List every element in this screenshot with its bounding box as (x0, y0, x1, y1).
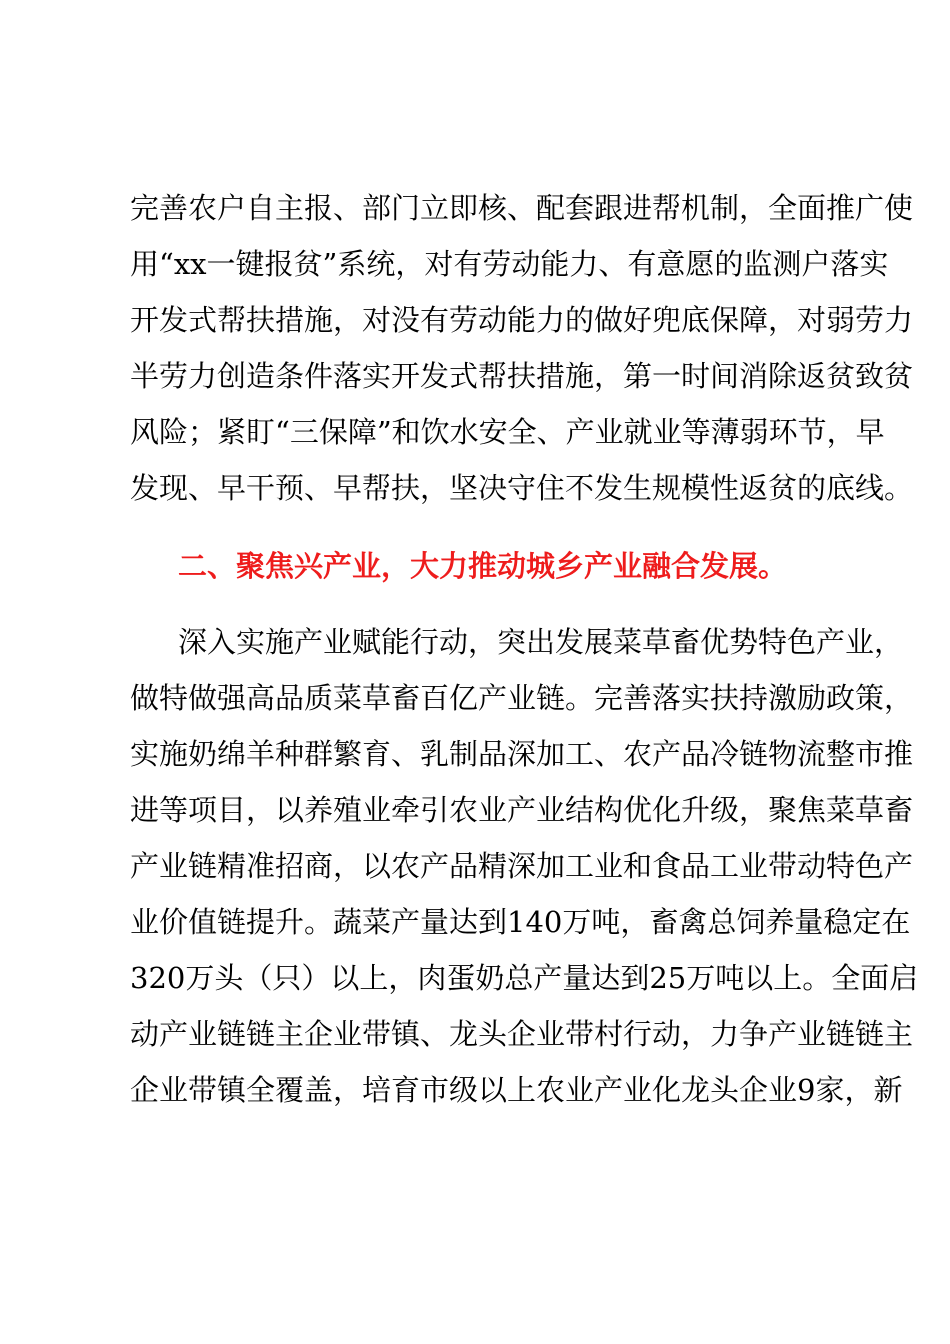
paragraph-2-line-5: 产业链精准招商，以农产品精深加工业和食品工业带动特色产 (130, 849, 914, 883)
paragraph-1-line-4: 半劳力创造条件落实开发式帮扶措施，第一时间消除返贫致贫 (130, 359, 914, 393)
paragraph-1-line-5: 风险；紧盯“三保障”和饮水安全、产业就业等薄弱环节，早 (130, 415, 885, 449)
paragraph-2-line-8: 动产业链链主企业带镇、龙头企业带村行动，力争产业链链主 (130, 1017, 914, 1051)
paragraph-2-line-9: 企业带镇全覆盖，培育市级以上农业产业化龙头企业9家，新 (130, 1073, 903, 1107)
section-heading: 二、聚焦兴产业，大力推动城乡产业融合发展。 (178, 549, 788, 583)
paragraph-1-line-6: 发现、早干预、早帮扶，坚决守住不发生规模性返贫的底线。 (130, 471, 914, 505)
paragraph-1-line-2: 用“xx一键报贫”系统，对有劳动能力、有意愿的监测户落实 (130, 247, 889, 281)
paragraph-2-line-7: 320万头（只）以上，肉蛋奶总产量达到25万吨以上。全面启 (130, 961, 919, 995)
paragraph-2-line-3: 实施奶绵羊种群繁育、乳制品深加工、农产品冷链物流整市推 (130, 737, 914, 771)
paragraph-2-line-6: 业价值链提升。蔬菜产量达到140万吨，畜禽总饲养量稳定在 (130, 905, 911, 939)
paragraph-1-line-3: 开发式帮扶措施，对没有劳动能力的做好兜底保障，对弱劳力 (130, 303, 914, 337)
paragraph-2-line-1: 深入实施产业赋能行动，突出发展菜草畜优势特色产业， (178, 625, 904, 659)
paragraph-2-line-4: 进等项目，以养殖业牵引农业产业结构优化升级，聚焦菜草畜 (130, 793, 914, 827)
paragraph-2-line-2: 做特做强高品质菜草畜百亿产业链。完善落实扶持激励政策， (130, 681, 914, 715)
paragraph-1-line-1: 完善农户自主报、部门立即核、配套跟进帮机制，全面推广使 (130, 191, 914, 225)
